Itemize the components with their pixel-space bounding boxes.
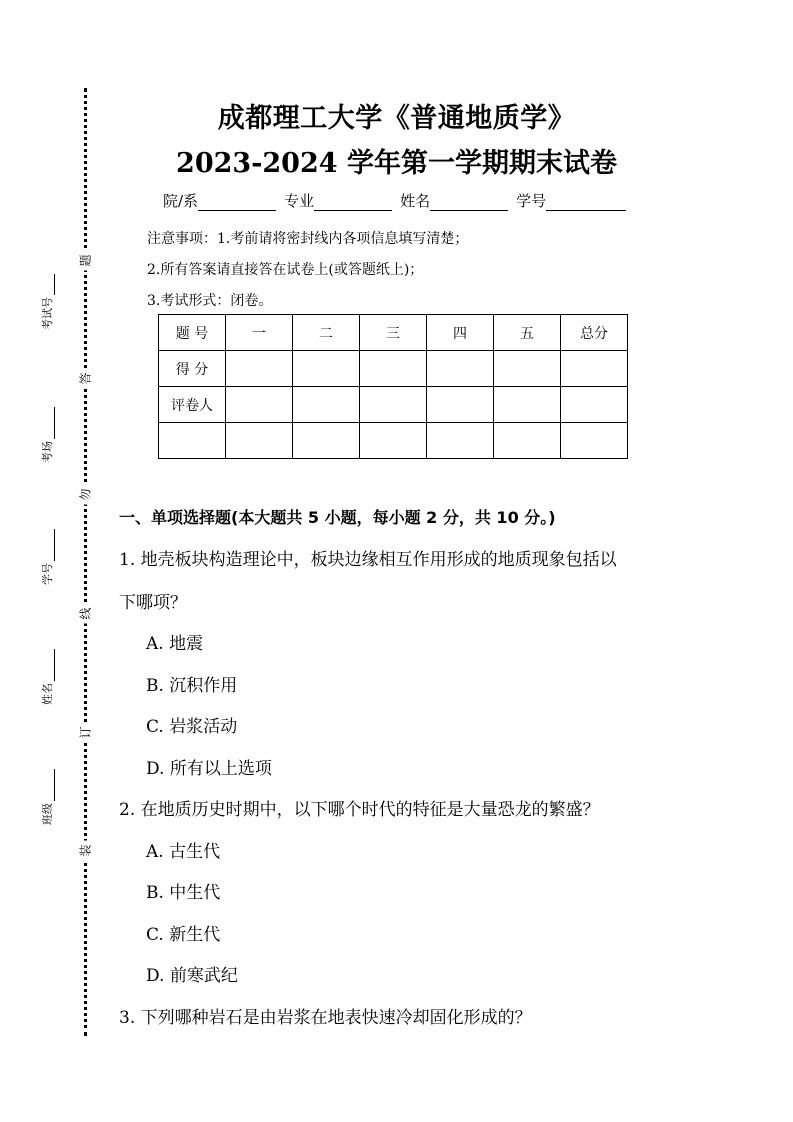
blank-row xyxy=(159,423,628,459)
question-2-option-b[interactable]: B. 中生代 xyxy=(146,883,221,903)
score-cell[interactable] xyxy=(360,351,427,387)
name-field[interactable] xyxy=(430,194,508,211)
blank-cell[interactable] xyxy=(226,423,293,459)
score-header-cell: 三 xyxy=(360,315,427,351)
major-field[interactable] xyxy=(314,194,392,211)
score-cell[interactable] xyxy=(561,351,628,387)
question-1-option-c[interactable]: C. 岩浆活动 xyxy=(146,717,238,737)
seal-char-zhuang: 装 xyxy=(75,841,96,861)
grader-row xyxy=(159,387,628,423)
student-id-field[interactable] xyxy=(546,194,626,211)
notice-line-2: 2.所有答案请直接答在试卷上(或答题纸上)； xyxy=(147,262,424,278)
score-cell[interactable] xyxy=(494,351,561,387)
grader-row-label: 评卷人 xyxy=(159,387,226,423)
grader-cell[interactable] xyxy=(561,387,628,423)
question-3-text: 3. 下列哪种岩石是由岩浆在地表快速冷却固化形成的？ xyxy=(119,1008,532,1028)
question-2-text: 2. 在地质历史时期中，以下哪个时代的特征是大量恐龙的繁盛？ xyxy=(119,800,600,820)
question-1-text: 1. 地壳板块构造理论中，板块边缘相互作用形成的地质现象包括以 xyxy=(119,550,617,570)
question-2-option-d[interactable]: D. 前寒武纪 xyxy=(146,966,238,986)
blank-cell[interactable] xyxy=(427,423,494,459)
grader-cell[interactable] xyxy=(427,387,494,423)
seal-char-ding: 订 xyxy=(75,723,96,743)
score-header-cell: 总分 xyxy=(561,315,628,351)
side-field-exam-room[interactable] xyxy=(41,407,55,463)
grader-cell[interactable] xyxy=(360,387,427,423)
question-1-option-b[interactable]: B. 沉积作用 xyxy=(146,676,238,696)
score-table xyxy=(158,314,628,459)
question-2-option-a[interactable]: A. 古生代 xyxy=(146,842,221,862)
page-subtitle: 2023-2024 学年第一学期期末试卷 xyxy=(176,148,617,179)
score-header-cell: 一 xyxy=(226,315,293,351)
score-cell[interactable] xyxy=(226,351,293,387)
grader-cell[interactable] xyxy=(226,387,293,423)
side-field-exam-number[interactable] xyxy=(41,274,55,330)
blank-cell[interactable] xyxy=(494,423,561,459)
student-info-row xyxy=(163,190,626,211)
blank-cell[interactable] xyxy=(561,423,628,459)
info-label-name: 姓名 xyxy=(400,192,431,210)
score-header-cell: 五 xyxy=(494,315,561,351)
grader-cell[interactable] xyxy=(494,387,561,423)
score-cell[interactable] xyxy=(427,351,494,387)
side-field-label: 姓名 xyxy=(41,683,54,705)
blank-cell[interactable] xyxy=(360,423,427,459)
info-label-department: 院/系 xyxy=(163,192,199,210)
question-1-text-cont: 下哪项？ xyxy=(119,593,187,613)
grader-cell[interactable] xyxy=(293,387,360,423)
side-field-label: 班级 xyxy=(41,803,54,825)
section-title-single-choice: 一、单项选择题(本大题共 5 小题，每小题 2 分，共 10 分。) xyxy=(119,508,556,527)
question-1-option-a[interactable]: A. 地震 xyxy=(146,634,204,654)
seal-char-wu: 勿 xyxy=(75,485,96,505)
page-title: 成都理工大学《普通地质学》 xyxy=(217,103,576,134)
side-field-label: 学号 xyxy=(41,563,54,585)
blank-cell[interactable] xyxy=(293,423,360,459)
side-field-label: 考场 xyxy=(41,441,54,463)
blank-row-label xyxy=(159,423,226,459)
question-1-option-d[interactable]: D. 所有以上选项 xyxy=(146,759,272,779)
score-table-header-row xyxy=(159,315,628,351)
info-label-student-id: 学号 xyxy=(516,192,547,210)
notice-line-1: 注意事项：1.考前请将密封线内各项信息填写清楚； xyxy=(147,231,469,247)
score-header-cell: 题 号 xyxy=(159,315,226,351)
seal-char-ti: 题 xyxy=(75,251,96,271)
score-cell[interactable] xyxy=(293,351,360,387)
department-field[interactable] xyxy=(198,194,276,211)
score-header-cell: 四 xyxy=(427,315,494,351)
score-row-label: 得 分 xyxy=(159,351,226,387)
info-label-major: 专业 xyxy=(284,192,315,210)
notice-line-3: 3.考试形式：闭卷。 xyxy=(147,293,273,309)
seal-char-xian: 线 xyxy=(75,604,96,624)
score-header-cell: 二 xyxy=(293,315,360,351)
seal-dotted-line xyxy=(84,88,87,1036)
question-2-option-c[interactable]: C. 新生代 xyxy=(146,925,221,945)
side-field-label: 考试号 xyxy=(41,297,54,330)
seal-char-da: 答 xyxy=(75,369,96,389)
side-field-student-id[interactable] xyxy=(41,529,55,585)
score-row xyxy=(159,351,628,387)
side-field-name[interactable] xyxy=(41,649,55,705)
side-field-class[interactable] xyxy=(41,769,55,825)
